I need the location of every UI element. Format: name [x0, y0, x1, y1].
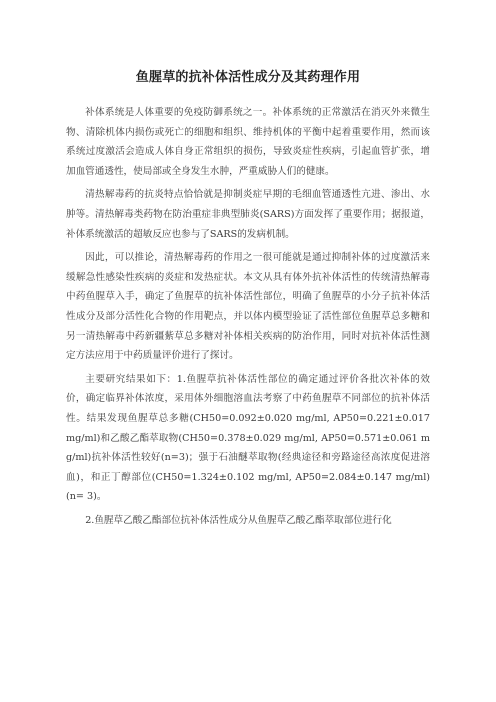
paragraph-3: 因此，可以推论，清热解毒药的作用之一很可能就是通过抑制补体的过度激活来缓解急性感染性疾病的炎症和发热症状。本文从具有体外抗补体活性的传统清热解毒中药鱼腥草入手，确定了鱼腥草的抗补体活性部位，明确了鱼腥草的小分子抗补体活性成分及部分活性化合物的作用靶点，并以体内模型验证了活性部位鱼腥草总多糖和另一清热解毒中药新疆紫草总多糖对补体相关疾病的防治作用，同时对抗补体活性测定方法应用于中药质量评价进行了探讨。 [66, 252, 430, 362]
paragraph-4: 主要研究结果如下：1.鱼腥草抗补体活性部位的确定通过评价各批次补体的效价，确定临界补体浓度，采用体外细胞溶血法考察了中药鱼腥草不同部位的抗补体活性。结果发现鱼腥草总多糖(CH50=0.092±0.020 mg/ml, AP50=0.221±0.017 mg/ml)和乙酸乙酯萃取物(CH50=0.378±0.029 mg/ml, AP50=0.571±0.061 mg/ml)抗补体活性较好(n=3)；强于石油醚萃取物(经典途径和旁路途径高浓度促进溶血)，和正丁醇部位(CH50=1.324±0.102 mg/ml, AP50=2.084±0.147 mg/ml) (n= 3)。 [66, 373, 430, 503]
paragraph-1: 补体系统是人体重要的免疫防御系统之一。补体系统的正常激活在消灭外来微生物、清除机体内损伤或死亡的细胞和组织、维持机体的平衡中起着重要作用，然而该系统过度激活会造成人体自身正常组织的损伤，导致炎症性疾病，引起血管扩张，增加血管通透性，使局部或全身发生水肿，严重威胁人们的健康。 [66, 107, 430, 177]
document-title: 鱼腥草的抗补体活性成分及其药理作用 [135, 70, 361, 85]
paragraph-5: 2.鱼腥草乙酸乙酯部位抗补体活性成分从鱼腥草乙酸乙酯萃取部位进行化 [85, 514, 392, 526]
paragraph-2: 清热解毒药的抗炎特点恰恰就是抑制炎症早期的毛细血管通透性亢进、渗出、水肿等。清热解毒类药物在防治重症非典型肺炎(SARS)方面发挥了重要作用；据报道，补体系统激活的超敏反应也参与了SARS的发病机制。 [66, 189, 430, 240]
